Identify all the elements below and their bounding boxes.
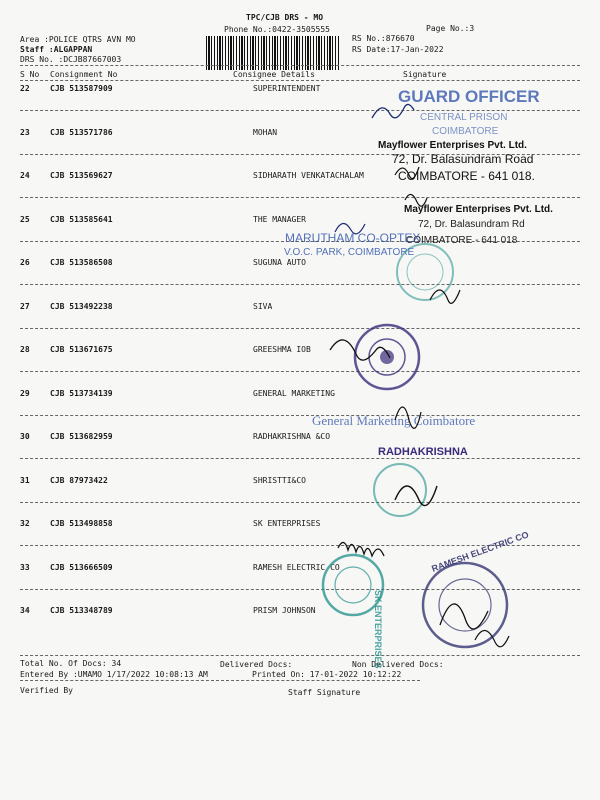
- row-consignee-name: SK ENTERPRISES: [253, 519, 321, 528]
- row-divider: [20, 545, 580, 546]
- row-divider: [20, 371, 580, 372]
- table-row: [20, 84, 580, 104]
- row-sno: 33: [20, 562, 30, 572]
- drs-number: DRS No. :DCJB87667003: [20, 55, 122, 64]
- rs-number: RS No.:876670: [352, 34, 415, 43]
- row-consignee-name: MOHAN: [253, 127, 278, 137]
- table-row: [20, 215, 580, 235]
- row-consignee-name: SUGUNA AUTO: [253, 258, 306, 267]
- area-field: Area :POLICE QTRS AVN MO: [20, 35, 136, 44]
- row-divider: [20, 110, 580, 111]
- phone-number: Phone No.:0422-3505555: [224, 25, 330, 34]
- mayflower-stamp-address-2: 72, Dr. Balasundram Rd: [418, 219, 525, 230]
- ramesh-electric-stamp: RAMESH ELECTRIC CO: [430, 529, 531, 574]
- mayflower-stamp-city: COIMBATORE - 641 018.: [398, 169, 535, 183]
- row-sno: 29: [20, 388, 30, 398]
- divider: [20, 655, 580, 656]
- row-consignee-name: SIVA: [253, 301, 273, 311]
- row-consignment-number: CJB 513571786: [50, 127, 113, 137]
- mayflower-stamp-name-2: Mayflower Enterprises Pvt. Ltd.: [404, 204, 553, 215]
- table-row: [20, 606, 580, 626]
- row-divider: [20, 197, 580, 198]
- row-consignee-name: THE MANAGER: [253, 214, 306, 224]
- row-consignment-number: CJB 513498858: [50, 519, 113, 528]
- row-sno: 22: [20, 84, 30, 93]
- table-row: [20, 258, 580, 278]
- row-consignee-name: PRISM JOHNSON: [253, 606, 316, 615]
- row-divider: [20, 284, 580, 285]
- row-sno: 25: [20, 214, 30, 224]
- table-row: [20, 302, 580, 322]
- divider: [20, 80, 580, 81]
- printed-on: Printed On: 17-01-2022 10:12:22: [252, 670, 402, 679]
- row-sno: 28: [20, 345, 30, 354]
- table-row: [20, 345, 580, 365]
- table-row: [20, 563, 580, 583]
- coimbatore-stamp: COIMBATORE: [432, 126, 499, 137]
- signature-row-22: [372, 104, 414, 118]
- row-consignee-name: SHRISTTI&CO: [253, 475, 306, 485]
- row-consignment-number: CJB 513587909: [50, 84, 113, 93]
- row-divider: [20, 502, 580, 503]
- row-consignee-name: SUPERINTENDENT: [253, 84, 321, 93]
- row-consignment-number: CJB 513585641: [50, 214, 113, 224]
- voc-park-stamp: V.O.C. PARK, COIMBATORE: [284, 247, 415, 258]
- row-divider: [20, 154, 580, 155]
- row-divider: [20, 328, 580, 329]
- row-consignment-number: CJB 513682959: [50, 432, 113, 441]
- row-divider: [20, 589, 580, 590]
- central-prison-stamp: CENTRAL PRISON: [420, 112, 508, 123]
- verified-by: Verified By: [20, 686, 73, 695]
- row-sno: 23: [20, 127, 30, 137]
- divider: [20, 65, 580, 66]
- page-number: Page No.:3: [426, 24, 475, 33]
- row-sno: 34: [20, 606, 30, 615]
- row-consignment-number: CJB 513734139: [50, 388, 113, 398]
- total-docs: Total No. Of Docs: 34: [20, 659, 122, 668]
- column-header-consignment: Consignment No: [50, 70, 118, 79]
- row-consignment-number: CJB 87973422: [50, 475, 108, 485]
- row-divider: [20, 241, 580, 242]
- row-consignee-name: GREESHMA IOB: [253, 345, 311, 354]
- mayflower-stamp-address: 72, Dr. Balasundram Road: [392, 152, 534, 166]
- row-consignment-number: CJB 513671675: [50, 345, 113, 354]
- column-header-consignee: Consignee Details: [233, 70, 315, 79]
- general-marketing-stamp: General Marketing Coimbatore: [312, 413, 476, 428]
- column-header-sno: S No: [20, 70, 40, 79]
- row-divider: [20, 458, 580, 459]
- staff-name: ALGAPPAN: [53, 45, 93, 54]
- row-consignment-number: CJB 513348789: [50, 606, 113, 615]
- non-delivered-docs: Non Delivered Docs:: [352, 660, 444, 669]
- staff-field: [20, 45, 92, 54]
- row-consignment-number: CJB 513569627: [50, 171, 113, 180]
- row-consignment-number: CJB 513492238: [50, 301, 113, 311]
- mayflower-stamp-name: Mayflower Enterprises Pvt. Ltd.: [378, 140, 527, 151]
- marutham-stamp: MARUTHAM CO-OPTEX: [285, 231, 421, 245]
- row-sno: 32: [20, 519, 30, 528]
- delivered-docs: Delivered Docs:: [220, 660, 293, 669]
- signature-row-34: [475, 630, 509, 646]
- staff-label: Staff :: [20, 45, 54, 54]
- entered-by: Entered By :UMAMO 1/17/2022 10:08:13 AM: [20, 670, 208, 679]
- table-row: [20, 389, 580, 409]
- row-consignee-name: RADHAKRISHNA &CO: [253, 432, 331, 441]
- staff-signature-label: Staff Signature: [288, 688, 361, 697]
- row-sno: 27: [20, 301, 30, 311]
- row-consignment-number: CJB 513666509: [50, 562, 113, 572]
- radhakrishna-stamp: RADHAKRISHNA: [378, 446, 468, 458]
- rs-date: RS Date:17-Jan-2022: [352, 45, 444, 54]
- row-divider: [20, 415, 580, 416]
- document-title: TPC/CJB DRS - MO: [246, 13, 324, 22]
- row-sno: 24: [20, 171, 30, 180]
- row-sno: 26: [20, 258, 30, 267]
- table-row: [20, 432, 580, 452]
- row-sno: 30: [20, 432, 30, 441]
- table-row: [20, 519, 580, 539]
- table-row: [20, 476, 580, 496]
- mayflower-stamp-city-2: COIMBATORE - 641 018: [406, 235, 518, 246]
- guard-officer-stamp: GUARD OFFICER: [398, 87, 540, 106]
- row-consignee-name: SIDHARATH VENKATACHALAM: [253, 171, 364, 180]
- row-consignment-number: CJB 513586508: [50, 258, 113, 267]
- row-sno: 31: [20, 475, 30, 485]
- table-row: [20, 128, 580, 148]
- row-consignee-name: RAMESH ELECTRIC CO: [253, 562, 340, 572]
- divider: [20, 680, 420, 681]
- row-consignee-name: GENERAL MARKETING: [253, 388, 335, 398]
- sk-enterprises-stamp: SK ENTERPRISES: [373, 590, 383, 669]
- column-header-signature: Signature: [403, 70, 447, 79]
- table-row: [20, 171, 580, 191]
- signature-row-29: [395, 407, 421, 428]
